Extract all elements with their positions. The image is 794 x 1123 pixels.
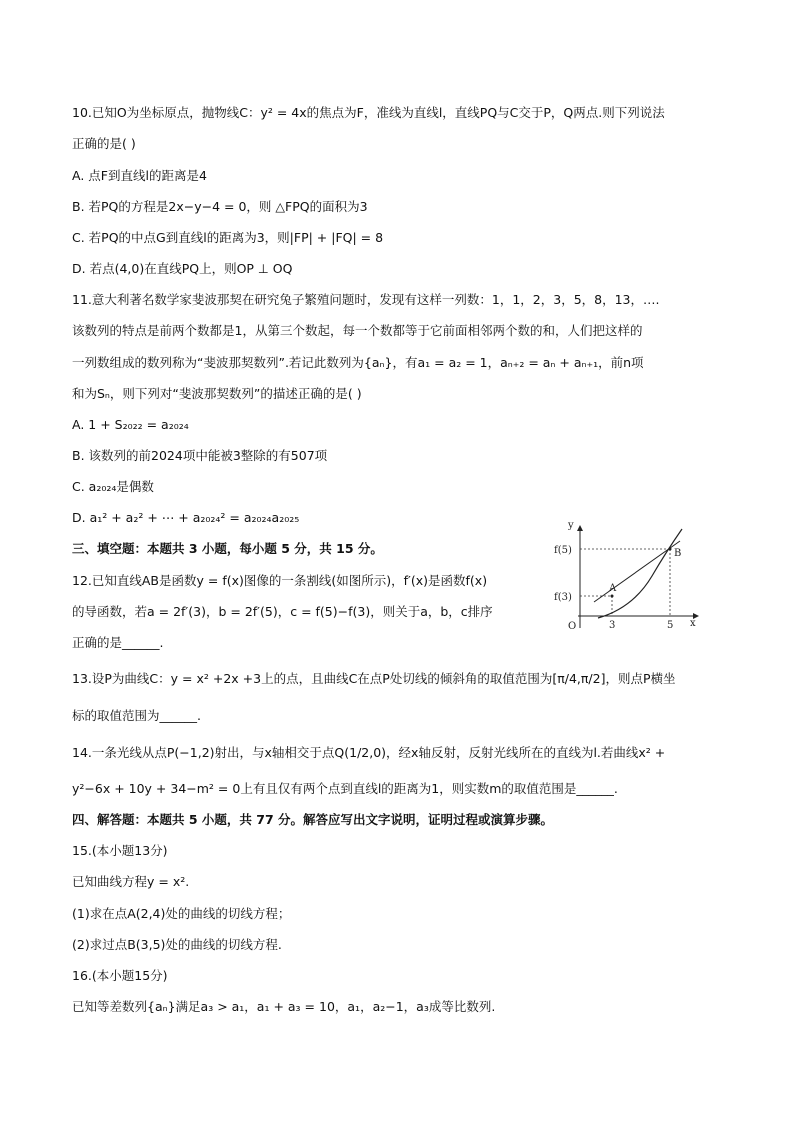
y-axis-label: y [568,520,574,531]
option-11-a: A. 1 + S₂₀₂₂ = a₂₀₂₄ [72,417,189,432]
question-16-title: 16.(本小题15分) [72,968,168,983]
secant-line-figure [548,518,708,638]
x-axis-label: x [690,618,696,629]
f5-label: f(5) [554,545,572,556]
question-15-title: 15.(本小题13分) [72,843,168,858]
question-10-line-1: 10.已知O为坐标原点，抛物线C：y² = 4x的焦点为F，准线为直线l，直线PQ与C交于P，Q两点.则下列说法 [72,105,665,120]
question-11-line-2: 该数列的特点是前两个数都是1，从第三个数起，每一个数都等于它前面相邻两个数的和，人们把这样的 [72,323,643,338]
question-11-line-4: 和为Sₙ，则下列对“斐波那契数列”的描述正确的是( ) [72,386,362,401]
question-15-part-1: (1)求在点A(2,4)处的曲线的切线方程； [72,906,291,921]
point-b [669,548,672,551]
question-16-stem: 已知等差数列{aₙ}满足a₃ > a₁，a₁ + a₃ = 10，a₁，a₂−1，a₃成等比数列. [72,999,496,1014]
question-11-line-1: 11.意大利著名数学家斐波那契在研究兔子繁殖问题时，发现有这样一列数：1，1，2，3，5，8，13，…. [72,292,660,307]
x3-label: 3 [609,620,616,631]
question-10-line-2: 正确的是( ) [72,136,136,151]
option-10-b: B. 若PQ的方程是2x−y−4 = 0，则 △FPQ的面积为3 [72,199,368,214]
option-11-b: B. 该数列的前2024项中能被3整除的有507项 [72,448,328,463]
secant-line [594,541,680,602]
point-a [611,595,614,598]
section-4-heading: 四、解答题：本题共 5 小题，共 77 分。解答应写出文字说明，证明过程或演算步骤。 [72,812,554,827]
function-curve [598,529,682,618]
question-12-line-3: 正确的是______. [72,635,164,650]
option-10-d: D. 若点(4,0)在直线PQ上，则OP ⊥ OQ [72,261,293,276]
section-3-heading: 三、填空题：本题共 3 小题，每小题 5 分，共 15 分。 [72,541,383,556]
question-11-line-3: 一列数组成的数列称为“斐波那契数列”.若记此数列为{aₙ}，有a₁ = a₂ = 1，aₙ₊₂ = aₙ + aₙ₊₁，前n项 [72,355,644,370]
question-12-line-1: 12.已知直线AB是函数y = f(x)图像的一条割线(如图所示)，f′(x)是函数f(x) [72,573,488,588]
origin-label: O [568,621,577,632]
option-10-c: C. 若PQ的中点G到直线l的距离为3，则|FP| + |FQ| = 8 [72,230,384,245]
point-b-label: B [674,548,682,559]
point-a-label: A [609,583,617,594]
question-13-line-1: 13.设P为曲线C：y = x² +2x +3上的点，且曲线C在点P处切线的倾斜角的取值范围为[π/4,π/2]，则点P横坐 [72,671,676,686]
question-13-line-2: 标的取值范围为______. [72,708,201,723]
question-12-line-2: 的导函数，若a = 2f′(3)，b = 2f′(5)，c = f(5)−f(3)，则关于a，b，c排序 [72,604,493,619]
option-11-c: C. a₂₀₂₄是偶数 [72,479,154,494]
question-14-line-2: y²−6x + 10y + 34−m² = 0上有且仅有两个点到直线l的距离为1，则实数m的取值范围是______. [72,781,618,796]
question-15-part-2: (2)求过点B(3,5)处的曲线的切线方程. [72,937,282,952]
option-10-a: A. 点F到直线l的距离是4 [72,168,207,183]
f3-label: f(3) [554,592,572,603]
question-14-line-1: 14.一条光线从点P(−1,2)射出，与x轴相交于点Q(1/2,0)，经x轴反射，反射光线所在的直线为l.若曲线x² + [72,745,666,760]
option-11-d: D. a₁² + a₂² + ⋯ + a₂₀₂₄² = a₂₀₂₄a₂₀₂₅ [72,510,300,525]
question-15-stem: 已知曲线方程y = x². [72,874,190,889]
x5-label: 5 [667,620,674,631]
